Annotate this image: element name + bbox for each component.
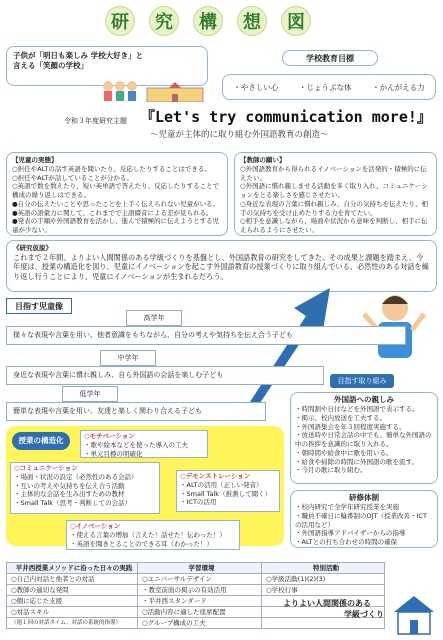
familiar-english-item: ・掲示、校内放送を工夫する。 bbox=[295, 413, 386, 422]
teacher-wish-item: ○外国語に慣れ親しませる活動を多く取り入れ、コミュニケーションをとる楽しさを感じさせたい。 bbox=[240, 182, 428, 200]
children-state-item: ●英語の語彙力に関して、これまでで主語綴音による差が見られる。 bbox=[12, 208, 213, 217]
child-goal-line1: 子供が「明日も楽しみ 学校大好き」と bbox=[13, 51, 144, 60]
motto-box bbox=[264, 598, 390, 634]
school-goal-box bbox=[222, 46, 436, 104]
target-child-label: 目指す児童像 bbox=[6, 298, 72, 314]
grade-upper-text: 様々な表現や言葉を用い、他者意識をもちながら、自分の考えや気持ちを伝え合う子ども bbox=[6, 326, 406, 345]
grade-middle-label: 中学年 bbox=[100, 350, 156, 366]
title-char: 想 bbox=[237, 6, 267, 36]
table-cell: ・教室前面の掲示の有効活用 bbox=[138, 585, 262, 595]
motivation-title: ○モチベーション bbox=[84, 432, 135, 440]
innovation-item: ・使える言葉の増加（言えた！話せた！伝わった！） bbox=[70, 530, 226, 539]
table-cell: ○活動内容に適した座席配置 bbox=[138, 607, 262, 617]
teacher-wish-item: ○身近な表現の言葉に慣れ親しみ、自分の気持ちを伝えたり、相手の気持ちを受け止めたりする力を育てたい。 bbox=[240, 199, 429, 217]
research-system-item: ・ALTとの打ち合わせの時間の確保 bbox=[295, 538, 398, 547]
school-goal-item: ・やさしい心 bbox=[233, 82, 279, 92]
table-cell: ○対話スキル bbox=[7, 607, 138, 617]
innovation-item: ・英語を聞きとることのできる耳（わかった！） bbox=[70, 539, 213, 548]
motto-line2: 学級づくり bbox=[344, 610, 384, 619]
children-state-item: ●自分の伝えたいことや思ったことを上手く伝えられない児童がいる。 bbox=[12, 199, 220, 208]
school-goal-title: 学校教育目標 bbox=[282, 50, 378, 66]
teacher-wish-item: ○相手を意識しながら、場面や状況から意味を判断し、相手に伝えられるようにさせたい。 bbox=[240, 217, 428, 235]
innovation-title: ○イノベーション bbox=[70, 522, 121, 530]
research-system-item: ・外国語指導アドバイザーからの指導 bbox=[295, 529, 406, 538]
teacher-wish-title: 【教師の願い】 bbox=[240, 156, 286, 164]
motivation-box bbox=[80, 430, 208, 458]
research-system-title: 研修体制 bbox=[349, 493, 379, 502]
hypothesis-title: 《研究仮説》 bbox=[13, 244, 52, 252]
page-title bbox=[105, 6, 311, 36]
table-cell: ○グループ構成の工夫 bbox=[138, 618, 262, 628]
child-goal-line2: 言える「笑顔の学校」 bbox=[13, 61, 88, 71]
motivation-item: ・単元目標の明確化 bbox=[84, 449, 143, 458]
school-illustration bbox=[145, 82, 205, 102]
children-state-item: ○英語で数を数えたり、短い英単語で答えたり、反応したりすることで構成の繰り返しはできる。 bbox=[12, 182, 220, 200]
grade-middle-text: 身近な表現や言葉に慣れ親しみ、自ら外国語の会話を楽しむ子ども bbox=[6, 366, 324, 385]
children-state-item: ○担任やALTが話していることが分かる。 bbox=[12, 173, 133, 182]
table-header-cell: 特別活動 bbox=[313, 564, 339, 572]
lesson-structure-title: 授業の構造化 bbox=[12, 432, 70, 450]
table-cell: ○自己内対話と他者との対話 bbox=[7, 574, 138, 584]
school-goal-item: ・かんがえる力 bbox=[372, 82, 425, 92]
children-state-item: ○担任やALTの話す英語を聞いたり、反応したりすることはできる。 bbox=[12, 164, 211, 173]
research-system-item: ・職員不確日に輪番制のOJT（授業改善・ICTの活用など） bbox=[295, 511, 427, 529]
familiar-english-item: ・外国語集会を年３回程度実施する。 bbox=[295, 422, 406, 431]
initiatives-label: 目指す取り組み bbox=[330, 374, 394, 388]
research-system-box bbox=[290, 490, 438, 548]
demonstration-item: ・Small Talk（推測して聞く） bbox=[180, 489, 272, 498]
theme-label: 令和３年度研究主題 bbox=[64, 117, 127, 125]
table-header-cell: 学習環境 bbox=[138, 563, 262, 573]
table-header bbox=[7, 563, 384, 574]
title-char: 構 bbox=[193, 6, 223, 36]
children-state-box bbox=[6, 152, 228, 236]
teacher-illustration bbox=[360, 290, 430, 360]
demonstration-title: ○デモンストレーション bbox=[180, 472, 251, 480]
grade-upper-label: 高学年 bbox=[126, 310, 182, 326]
grade-lower-text: 簡単な表現や言葉を用い、友達と楽しく関わり合える子ども bbox=[6, 402, 266, 421]
school-goal-item: ・じょうぶな体 bbox=[298, 82, 352, 92]
table-row bbox=[7, 585, 384, 596]
demonstration-box bbox=[176, 470, 280, 512]
familiar-english-item: ・給食や掃除の時間に外国語の歌を流す。 bbox=[295, 457, 418, 466]
familiar-english-item: ・今月の歌に取り組む。 bbox=[295, 466, 367, 475]
children-illustration bbox=[100, 80, 140, 102]
communication-box bbox=[10, 462, 160, 514]
innovation-box bbox=[66, 520, 240, 550]
familiar-english-box bbox=[290, 392, 438, 484]
research-system-item: ・校内研究で全学年研究授業を実施 bbox=[295, 503, 399, 512]
familiar-english-title: 外国語への親しみ bbox=[334, 395, 394, 404]
table-cell: （週１回の対話タイム、対話の系統的指導） bbox=[7, 618, 138, 628]
communication-item: ・互いの考えや気持ちを伝え合う活動 bbox=[14, 481, 125, 490]
title-char: 研 bbox=[105, 6, 135, 36]
theme-sub: ～児童が主体的に取り組む外国語教育の創造～ bbox=[150, 130, 329, 140]
title-char: 図 bbox=[281, 6, 311, 36]
table-header-cell: 平井西授業メソッドに沿った日々の実践 bbox=[7, 563, 138, 573]
theme-main: 『Let's try communication more!』 bbox=[140, 108, 432, 126]
table-cell: ・平井西スタンダード bbox=[138, 596, 262, 606]
demonstration-item: ・ICTの活用 bbox=[180, 498, 217, 507]
hypothesis-text: これまで２年間、よりよい人間関係のある学級づくりを基盤とし、外国語教育の研究をしてきた。その成果と課題を踏まえ、今年度は、授業の構造化を図り、児童にイノベーションを起こす外国語教育の授業づくりに取り組んでいる。必然性のある対話を繰り返し行うことにより、児童にイノベーションが生まれるだろう。 bbox=[13, 252, 429, 282]
familiar-english-item: ・放送時や日常会話の中でも、簡単な外国語の中の挨拶を意識的に取り入れる。 bbox=[295, 431, 432, 449]
familiar-english-item: ・朝時間や給食中に歌を用いる。 bbox=[295, 448, 393, 457]
familiar-english-item: ・時間割や日付などを外国語で表示する。 bbox=[295, 405, 419, 414]
teacher-wish-item: ○外国語教育から得られるイノベーションを活発的・積極的に伝えたい。 bbox=[240, 164, 427, 182]
children-state-title: 【児童の実態】 bbox=[12, 156, 58, 164]
title-char: 究 bbox=[149, 6, 179, 36]
table-cell: ○教師の適切な発問 bbox=[7, 585, 138, 595]
school-house-icon bbox=[390, 594, 438, 636]
communication-item: ・主体的な会話を生み出すための教材 bbox=[14, 490, 125, 499]
demonstration-item: ・ALTの活用（正しい発音） bbox=[180, 480, 263, 489]
table-row bbox=[7, 574, 384, 585]
table-cell: ○学級活動(1)(2)(3) bbox=[266, 575, 326, 583]
teacher-wish-box bbox=[234, 152, 437, 236]
motivation-item: ・歌や絵本などを使った導入の工夫 bbox=[84, 440, 188, 449]
table-cell: ○ユニバーサルデザイン bbox=[138, 574, 262, 584]
grade-lower-label: 低学年 bbox=[62, 386, 118, 402]
table-cell: ○個に応じた支援 bbox=[7, 596, 138, 606]
communication-title: ○コミュニケーション bbox=[14, 464, 78, 472]
table-cell: ○学校行事 bbox=[266, 586, 298, 594]
school-goal-items bbox=[222, 74, 436, 100]
children-state-item: ●発表の手順や外国語教育を活かし、進んで積極的に伝えようとする児童が少ない。 bbox=[12, 217, 220, 235]
communication-item: ・Small Talk（思考・判断しての会話） bbox=[14, 499, 132, 508]
communication-item: ・場面・状況の設定（必然性のある会話） bbox=[14, 472, 138, 481]
motto-line1: よりよい人間関係のある bbox=[283, 599, 371, 608]
